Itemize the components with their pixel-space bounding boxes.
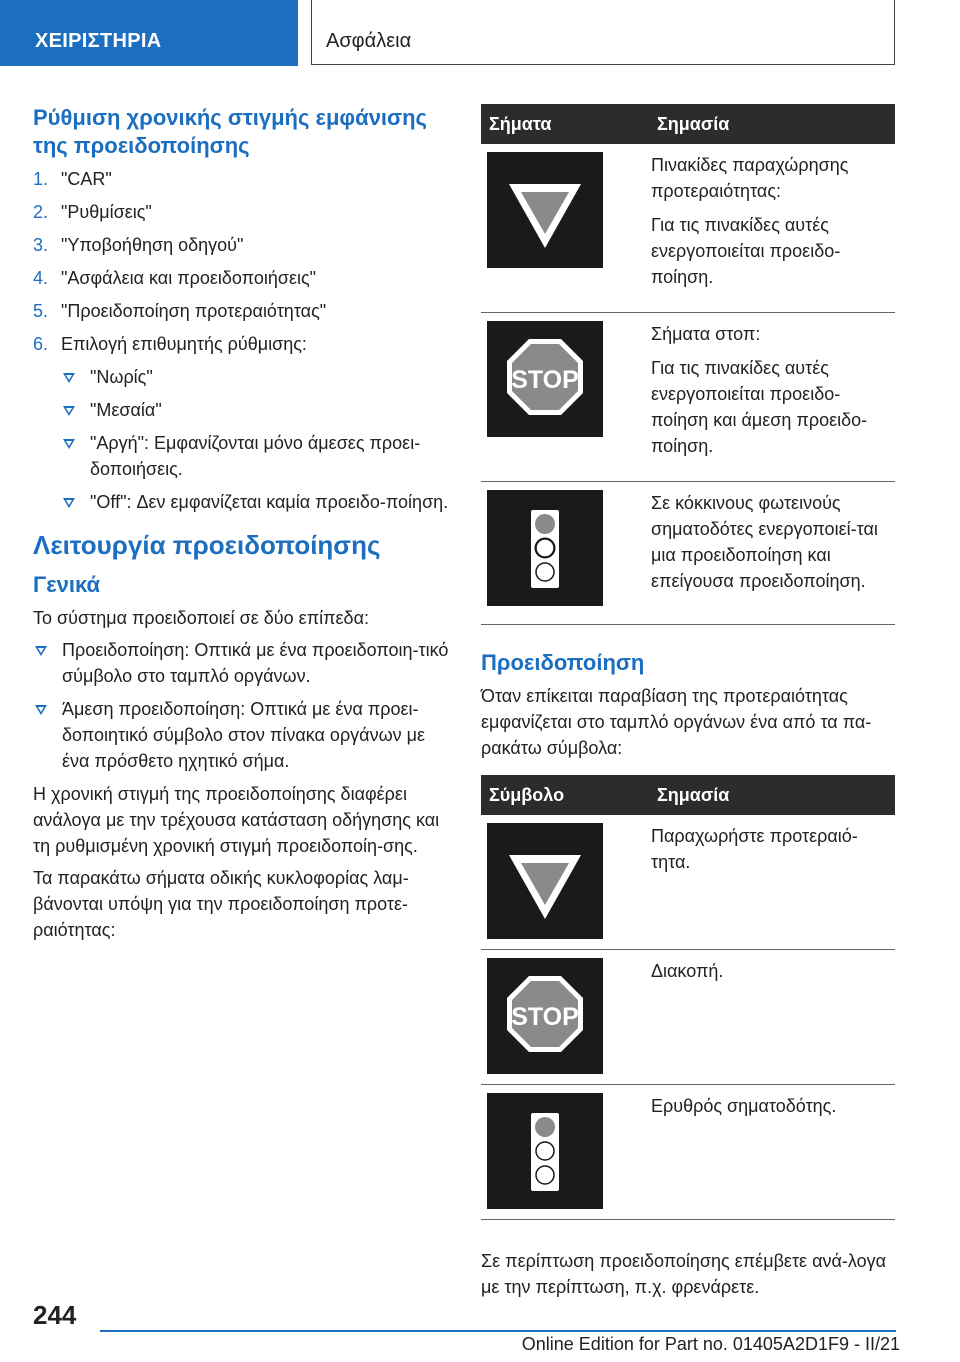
option-text: "Αργή": Εμφανίζονται μόνο άμεσες προει-δοποιήσεις.	[90, 433, 421, 479]
header-underline	[311, 64, 895, 65]
column-header-symbol: Σύμβολο	[481, 775, 643, 815]
heading-function: Λειτουργία προειδοποίησης	[33, 530, 381, 560]
table-row	[481, 482, 895, 625]
signs-paragraph: Τα παρακάτω σήματα οδικής κυκλοφορίας λαμ-βάνονται υπόψη για την προειδοποίηση προτε-ραιότητας:	[33, 868, 409, 940]
page-header	[0, 0, 960, 66]
option-text: "Νωρίς"	[90, 367, 153, 387]
steps-list	[33, 166, 449, 357]
row-text: Παραχωρήστε προτεραιό-τητα.	[651, 826, 858, 872]
table-row	[481, 815, 895, 950]
right-column	[481, 104, 895, 1300]
bullet-triangle-icon	[35, 646, 47, 656]
stop-label: STOP	[511, 1003, 579, 1031]
traffic-light-icon	[487, 490, 603, 606]
step-item	[33, 232, 449, 258]
step-item	[33, 331, 449, 357]
header-divider	[311, 0, 312, 65]
step-number: 5.	[33, 301, 49, 321]
table-header-row	[481, 775, 895, 815]
option-item	[61, 430, 449, 482]
bullet-triangle-icon	[35, 705, 47, 715]
stop-sign-icon	[487, 321, 603, 437]
heading-warning: Προειδοποίηση	[481, 650, 645, 675]
header-divider-right	[894, 0, 895, 65]
warning-intro: Όταν επίκειται παραβίαση της προτεραιότητας εμφανίζεται στο ταμπλό οργάνων ένα από τα πα-ρακάτω σύμβολα:	[481, 686, 872, 758]
yield-sign-icon	[487, 152, 603, 268]
stop-sign-icon	[487, 958, 603, 1074]
step-number: 2.	[33, 202, 49, 222]
row-text: Για τις πινακίδες αυτές ενεργοποιείται προειδο-ποίηση και άμεση προειδο-ποίηση.	[651, 358, 868, 456]
option-item	[61, 397, 449, 423]
bullet-triangle-icon	[63, 373, 75, 383]
step-number: 3.	[33, 235, 49, 255]
option-item	[61, 489, 449, 515]
column-header-signs: Σήματα	[481, 104, 643, 144]
signs-table	[481, 104, 895, 625]
option-item	[61, 364, 449, 390]
table-row	[481, 950, 895, 1085]
step-text: "Υποβοήθηση οδηγού"	[61, 235, 244, 255]
symbols-table	[481, 775, 895, 1220]
heading-timing: Ρύθμιση χρονικής στιγμής εμφάνισης της προειδοποίησης	[33, 105, 427, 158]
table-row	[481, 313, 895, 482]
edition-text: Online Edition for Part no. 01405A2D1F9 - II/21	[521, 1334, 900, 1354]
note-text: Σε περίπτωση προειδοποίησης επέμβετε ανά-λογα με την περίπτωση, π.χ. φρενάρετε.	[481, 1251, 887, 1297]
row-text: Σε κόκκινους φωτεινούς σηματοδότες ενεργοποιεί-ται μια προειδοποίηση και επείγουσα προειδοποίηση.	[651, 493, 878, 591]
stop-label: STOP	[511, 366, 579, 394]
bullet-triangle-icon	[63, 406, 75, 416]
step-item	[33, 166, 449, 192]
left-column	[33, 104, 449, 949]
page-number: 244	[33, 1300, 77, 1330]
bullet-triangle-icon	[63, 439, 75, 449]
step-number: 4.	[33, 268, 49, 288]
option-text: "Μεσαία"	[90, 400, 162, 420]
step-number: 1.	[33, 169, 49, 189]
step-text: "CAR"	[61, 169, 112, 189]
row-text: Σήματα στοπ:	[651, 324, 761, 344]
level-item	[33, 696, 449, 774]
row-text: Ερυθρός σηματοδότης.	[651, 1096, 837, 1116]
yield-sign-icon	[487, 823, 603, 939]
section-label: ΧΕΙΡΙΣΤΗΡΙΑ	[35, 30, 162, 52]
row-text: Πινακίδες παραχώρησης προτεραιότητας:	[651, 155, 849, 201]
level-text: Προειδοποίηση: Οπτικά με ένα προειδοποιη-τικό σύμβολο στο ταμπλό οργάνων.	[62, 640, 449, 686]
row-text: Διακοπή.	[651, 961, 724, 981]
column-header-meaning: Σημασία	[643, 775, 895, 815]
table-row	[481, 1085, 895, 1220]
step-item	[33, 298, 449, 324]
bullet-triangle-icon	[63, 498, 75, 508]
footer-rule	[100, 1330, 896, 1332]
heading-general: Γενικά	[33, 572, 101, 597]
step-text: "Προειδοποίηση προτεραιότητας"	[61, 301, 327, 321]
option-text: "Off": Δεν εμφανίζεται καμία προειδο-ποίηση.	[90, 492, 449, 512]
level-item	[33, 637, 449, 689]
section-tab	[0, 0, 298, 66]
intro-text: Το σύστημα προειδοποιεί σε δύο επίπεδα:	[33, 608, 369, 628]
step-item	[33, 265, 449, 291]
level-text: Άμεση προειδοποίηση: Οπτικά με ένα προει-δοποιητικό σύμβολο στον πίνακα οργάνων με ένα πρόσθετο ηχητικό σήμα.	[62, 699, 426, 771]
step-text: Επιλογή επιθυμητής ρύθμισης:	[61, 334, 307, 354]
step-item	[33, 199, 449, 225]
timing-paragraph: Η χρονική στιγμή της προειδοποίησης διαφέρει ανάλογα με την τρέχουσα κατάσταση οδήγησης και τη ρυθμισμένη χρονική στιγμή προειδοποίη-σης.	[33, 784, 440, 856]
levels-list	[33, 637, 449, 774]
column-header-meaning: Σημασία	[643, 104, 895, 144]
chapter-title: Ασφάλεια	[326, 30, 412, 52]
table-header-row	[481, 104, 895, 144]
table-row	[481, 144, 895, 313]
traffic-light-icon	[487, 1093, 603, 1209]
step-text: "Ασφάλεια και προειδοποιήσεις"	[61, 268, 317, 288]
step-text: "Ρυθμίσεις"	[61, 202, 152, 222]
options-list	[61, 364, 449, 515]
row-text: Για τις πινακίδες αυτές ενεργοποιείται προειδο-ποίηση.	[651, 215, 841, 287]
step-number: 6.	[33, 334, 49, 354]
warning-section	[481, 649, 895, 761]
